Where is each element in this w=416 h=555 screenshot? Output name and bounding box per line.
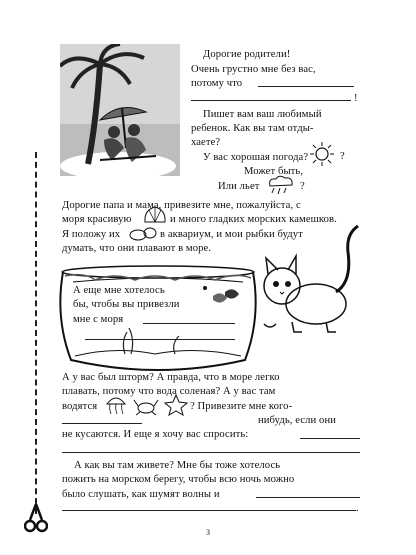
text-line: мне с моря <box>73 314 124 325</box>
rain-cloud-icon <box>264 174 298 196</box>
answer-line[interactable] <box>62 452 360 453</box>
starfish-icon <box>164 394 188 416</box>
exclamation-mark: ! <box>354 93 358 104</box>
period-mark: . <box>356 503 359 514</box>
question-mark: ? <box>300 181 305 192</box>
text-line: моря красивую <box>62 214 132 225</box>
text-line: пожить на морском берегу, чтобы всю ночь можно <box>62 474 295 485</box>
text-line: не кусаются. И еще я хочу вас спросить: <box>62 429 249 440</box>
kitten-illustration <box>256 222 364 340</box>
salutation: Дорогие родители! <box>203 49 291 60</box>
question-mark: ? <box>340 151 345 162</box>
text-line: Дорогие папа и мама, привезите мне, пожалуйста, с <box>62 200 301 211</box>
text-line: А у вас был шторм? А правда, что в море легко <box>62 372 280 383</box>
text-line: Я положу их <box>62 229 121 240</box>
sun-icon <box>306 141 338 167</box>
cut-line <box>35 152 37 514</box>
text-line: в аквариум, и мои рыбки будут <box>160 229 303 240</box>
weather-question: У вас хорошая погода? <box>203 152 309 163</box>
text-line: думать, что они плавают в море. <box>62 243 212 254</box>
page-number: 3 <box>206 528 210 537</box>
text-line: Пишет вам ваш любимый <box>203 109 322 120</box>
text-line: было слушать, как шумят волны и <box>62 489 220 500</box>
crab-icon <box>132 396 160 416</box>
pebble-icon <box>128 224 158 242</box>
text-line: нибудь, если они <box>258 415 336 426</box>
text-line: потому что <box>191 78 243 89</box>
text-line: ? Привезите мне кого- <box>190 401 293 412</box>
seashell-icon <box>142 204 168 226</box>
text-line: и много гладких морских камешков. <box>170 214 337 225</box>
text-line: А еще мне хотелось <box>73 285 165 296</box>
answer-line[interactable] <box>191 100 351 101</box>
palm-tree-illustration <box>60 44 180 176</box>
answer-line[interactable] <box>85 339 235 340</box>
jellyfish-icon <box>104 394 128 416</box>
text-line: бы, чтобы вы привезли <box>73 299 180 310</box>
text-line: А как вы там живете? Мне бы тоже хотелось <box>74 460 281 471</box>
answer-line[interactable] <box>256 497 360 498</box>
answer-line[interactable] <box>258 86 354 87</box>
maybe-text: Может быть, <box>244 166 304 177</box>
or-rain-text: Или льет <box>218 181 260 192</box>
scissors-icon <box>24 504 48 534</box>
text-line: ребенок. Как вы там отды- <box>191 123 314 134</box>
answer-line[interactable] <box>62 510 356 511</box>
text-line: хаете? <box>191 137 221 148</box>
answer-line[interactable] <box>300 438 360 439</box>
text-line: водятся <box>62 401 98 412</box>
text-line: Очень грустно мне без вас, <box>191 64 316 75</box>
text-line: плавать, потому что вода соленая? А у вас там <box>62 386 276 397</box>
answer-line[interactable] <box>62 423 142 424</box>
answer-line[interactable] <box>143 323 235 324</box>
